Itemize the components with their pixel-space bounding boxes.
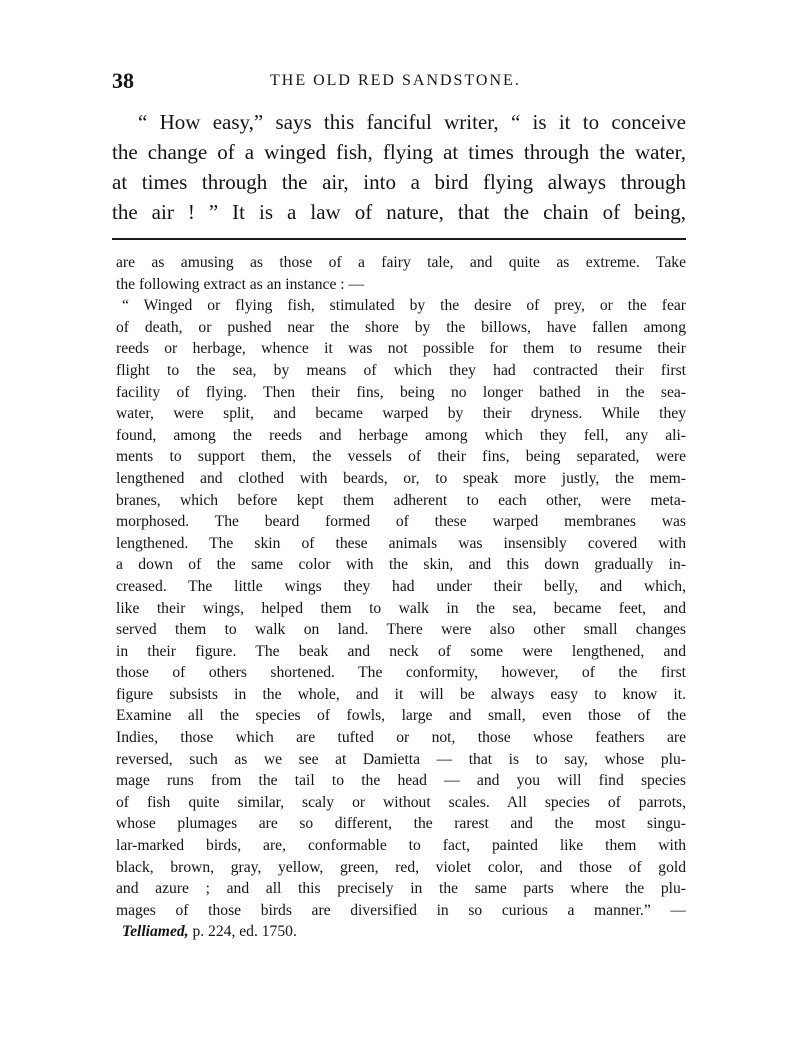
footnote-line: reeds or herbage, whence it was not possible for them to resume their: [116, 340, 686, 358]
footnote-line: whose plumages are so different, the rarest and the most singu-: [116, 815, 686, 833]
citation-title: Telliamed,: [122, 923, 189, 941]
footnote-divider: [112, 238, 686, 240]
footnote-line: of fish quite similar, scaly or without scales. All species of parrots,: [116, 793, 686, 811]
main-text-line: the air ! ” It is a law of nature, that the chain of being,: [112, 200, 686, 224]
footnote-line: lengthened and clothed with beards, or, to speak more justly, the mem-: [116, 469, 686, 487]
footnote-line: served them to walk on land. There were also other small changes: [116, 621, 686, 639]
running-head: THE OLD RED SANDSTONE.: [270, 72, 521, 89]
citation-details: p. 224, ed. 1750.: [188, 923, 297, 941]
footnote-line: morphosed. The beard formed of these warped membranes was: [116, 513, 686, 531]
page-number: 38: [112, 68, 134, 93]
footnote-line: lengthened. The skin of these animals was insensibly covered with: [116, 534, 686, 552]
main-text: [112, 107, 686, 227]
footnote-line: water, were split, and became warped by their dryness. While they: [116, 405, 686, 423]
footnote-line: a down of the same color with the skin, and this down gradually in-: [116, 556, 686, 574]
footnote-line: are as amusing as those of a fairy tale, and quite as extreme. Take: [116, 254, 686, 271]
footnote-line: of death, or pushed near the shore by the billows, have fallen among: [116, 318, 686, 336]
footnote-line: lar-marked birds, are, conformable to fact, painted like them with: [116, 837, 686, 855]
footnote-line: like their wings, helped them to walk in the sea, became feet, and: [116, 599, 686, 617]
footnote-line: creased. The little wings they had under their belly, and which,: [116, 577, 686, 595]
footnote-line: Examine all the species of fowls, large and small, even those of the: [116, 707, 686, 725]
main-text-line: “ How easy,” says this fanciful writer, “ is it to conceive: [138, 110, 686, 134]
footnote-line: and azure ; and all this precisely in the same parts where the plu-: [116, 880, 686, 898]
footnote-citation: [116, 921, 686, 943]
footnote-line: mages of those birds are diversified in so curious a manner.” —: [116, 901, 686, 919]
footnote-line: black, brown, gray, yellow, green, red, violet color, and those of gold: [116, 858, 686, 876]
footnote-line: ments to support them, the vessels of their fins, being separated, were: [116, 448, 686, 466]
footnote-line: reversed, such as we see at Damietta — that is to say, whose plu-: [116, 750, 686, 768]
footnote-line: figure subsists in the whole, and it will be always easy to know it.: [116, 685, 686, 703]
main-text-line: at times through the air, into a bird flying always through: [112, 170, 686, 194]
footnote-line: “ Winged or flying fish, stimulated by the desire of prey, or the fear: [122, 297, 686, 315]
footnote-line: found, among the reeds and herbage among which they fell, any ali-: [116, 426, 686, 444]
footnote-line: mage runs from the tail to the head — and you will find species: [116, 772, 686, 790]
main-text-line: the change of a winged fish, flying at times through the water,: [112, 140, 686, 164]
page-header: [112, 58, 686, 98]
footnote-line: Indies, those which are tufted or not, those whose feathers are: [116, 729, 686, 747]
footnote-line: flight to the sea, by means of which they had contracted their first: [116, 361, 686, 379]
footnote-line: facility of flying. Then their fins, being no longer bathed in the sea-: [116, 383, 686, 401]
footnote-line: branes, which before kept them adherent to each other, were meta-: [116, 491, 686, 509]
footnote-line: in their figure. The beak and neck of some were lengthened, and: [116, 642, 686, 660]
footnote: [116, 252, 686, 943]
footnote-line: those of others shortened. The conformity, however, of the first: [116, 664, 686, 682]
footnote-line: the following extract as an instance : —: [116, 275, 365, 293]
